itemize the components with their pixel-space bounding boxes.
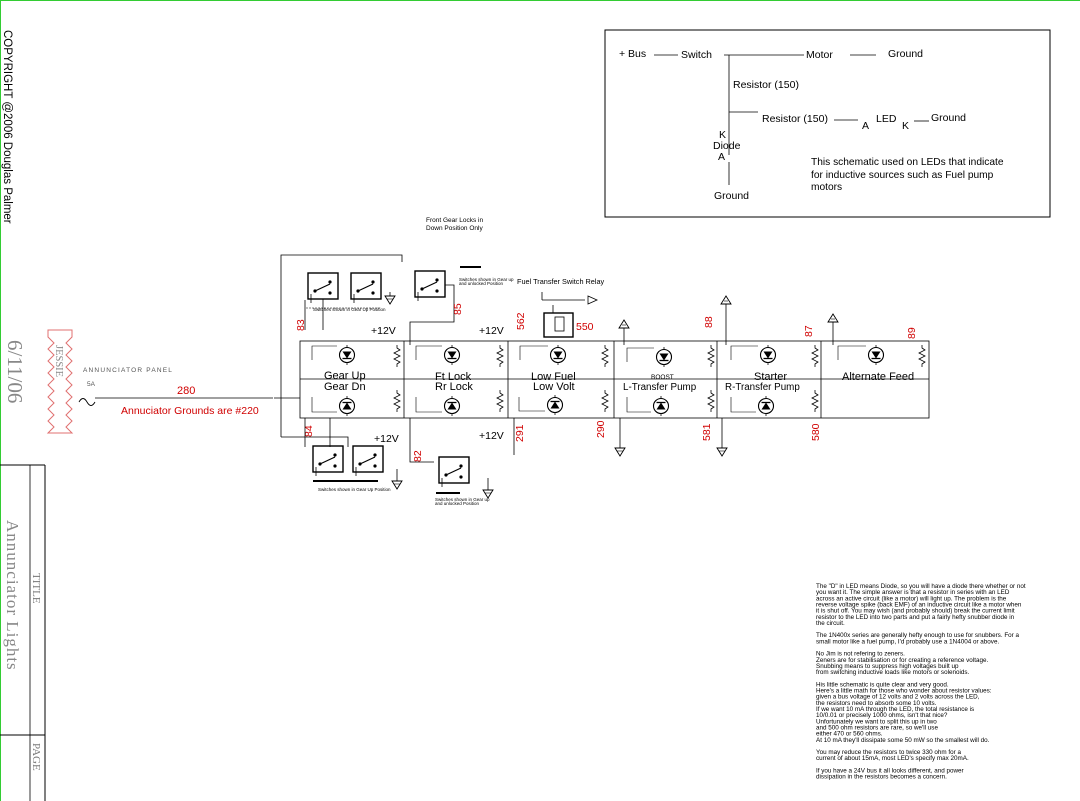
notes-line: Unfortunately we want to split this up in two: [816, 718, 937, 726]
title-block: [0, 465, 45, 801]
lamp-label-gear-dn: Gear Dn: [324, 381, 366, 393]
legend-resistor1: Resistor (150): [733, 79, 799, 91]
volt-label-3: +12V: [374, 433, 399, 445]
legend-diode-a: A: [718, 151, 726, 163]
wire-87: 87: [803, 325, 815, 337]
rr-lock-switch: [439, 457, 469, 487]
panel-sub: 5A: [87, 381, 95, 388]
gear-up-switch-b: [351, 273, 381, 303]
legend-note-1: This schematic used on LEDs that indicate: [811, 157, 1004, 168]
ground-wire-label: 280: [177, 385, 196, 397]
copyright-text: COPYRIGHT @2006 Douglas Palmer: [1, 30, 13, 224]
lamp-starter: [731, 345, 818, 383]
wire-88: 88: [703, 316, 715, 328]
legend-diode: Diode: [713, 140, 741, 152]
volt-label-1: +12V: [371, 325, 396, 337]
wire-82: 82: [412, 450, 424, 462]
wire-85: 85: [452, 303, 464, 315]
legend-note-2: for inductive sources such as Fuel pump: [811, 170, 994, 181]
lamp-label-gear-up: Gear Up: [324, 370, 366, 382]
switch-caption-top-mid-2: and unlocked Position: [459, 281, 504, 286]
notes-line: small motor like a fuel pump, I'd probably use a 1N4004 or above.: [816, 638, 1000, 646]
notes-line: dissipation in the resistors becomes a concern.: [816, 773, 947, 781]
lamp-r-transfer-pump: [725, 382, 818, 416]
lamp-label-r-transfer-pump: R-Transfer Pump: [725, 382, 800, 393]
wire-580: 580: [810, 423, 822, 441]
notes-line: given a bus voltage of 12 volts and 2 volts across the LED,: [816, 693, 980, 701]
notes-line: The 1N400x series are generally hefty enough to use for snubbers. For a: [816, 632, 1020, 640]
legend-box: [605, 30, 1050, 217]
ground-icon: [385, 296, 395, 304]
lamp-label-l-transfer-pump: L-Transfer Pump: [623, 382, 697, 393]
wire-84: 84: [303, 425, 315, 437]
gear-up-switch-a: [308, 273, 338, 303]
notes-line: His little schematic is quite clear and very good.: [816, 681, 949, 689]
wire-581: 581: [701, 423, 713, 441]
lamp-alternate-feed: [838, 345, 925, 383]
lamp-rr-lock: [416, 381, 503, 416]
ft-lock-switch: [415, 271, 445, 301]
notes-line: You may reduce the resistors to twice 330 ohm for a: [816, 749, 962, 757]
legend-anode: A: [862, 120, 870, 132]
lamp-low-volt: [519, 381, 608, 415]
lamp-label-starter: Starter: [754, 371, 788, 383]
initials-tag: [48, 330, 72, 433]
lamp-label-rr-lock: Rr Lock: [435, 381, 473, 393]
legend-bus: + Bus: [619, 48, 647, 60]
relay-label: Fuel Transfer Switch Relay: [517, 277, 605, 286]
notes-line: either 470 or 560 ohms.: [816, 730, 883, 738]
wire-291: 291: [514, 424, 526, 442]
page-block-label: PAGE: [30, 743, 42, 771]
notes-line: No Jim is not refering to zeners.: [816, 650, 905, 658]
lamp-l-transfer-pump: [623, 382, 714, 416]
switch-caption-top-mid-1: Switches shown in Gear up: [459, 277, 514, 282]
switch-caption-bot-left: Switches shown in Gear Up Position: [318, 487, 391, 492]
lamp-label-low-volt: Low Volt: [533, 381, 575, 393]
lamp-label-alternate-feed: Alternate Feed: [842, 371, 915, 383]
gear-dn-switch-a: [313, 446, 343, 476]
lamp-boost: [627, 345, 714, 381]
lamp-gear-dn: [312, 381, 400, 416]
lamp-low-fuel: [520, 345, 608, 383]
notes-line: Snubbing means to suppress high voltages built up: [816, 662, 959, 670]
ground-icon: [828, 314, 838, 322]
notes-line: Here's a little math for those who wonder about resistor values:: [816, 687, 992, 695]
lamp-label-ft-lock: Ft Lock: [435, 371, 472, 383]
legend-switch: Switch: [681, 49, 712, 61]
legend-ground3: Ground: [714, 190, 750, 202]
volt-label-4: +12V: [479, 430, 504, 442]
notes-line: 10/0.01 or precisely 1000 ohms, isn't that nice?: [816, 712, 948, 720]
legend-resistor2: Resistor (150): [762, 113, 828, 125]
lamp-label-low-fuel: Low Fuel: [531, 371, 576, 383]
ground-icon: [615, 448, 625, 456]
panel-title: ANNUNCIATOR PANEL: [83, 367, 174, 374]
initials-text: JESSIE: [53, 345, 64, 378]
lamp-ft-lock: [416, 345, 503, 383]
title-block-value: Annunciator Lights: [3, 520, 22, 671]
switch-caption-bot-mid-2: and unlocked Position: [435, 501, 480, 506]
connector-symbol: [79, 399, 95, 406]
grounds-note: Annuciator Grounds are #220: [121, 405, 259, 417]
legend-diode-k: K: [719, 129, 727, 141]
switch-caption-bot-mid-1: Switches shown in Gear up: [435, 497, 490, 502]
gear-dn-switch-b: [353, 446, 383, 476]
notes-line: current of about 15mA, most LED's specify max 20mA.: [816, 755, 969, 763]
wire-83: 83: [295, 319, 307, 331]
wire-562: 562: [515, 312, 527, 330]
legend-motor: Motor: [806, 49, 833, 61]
notes-line: The "D" in LED means Diode, so you will have a diode there whether or not: [816, 583, 1026, 590]
notes-line: If we want 10 mA through the LED, the total resistance is: [816, 706, 975, 713]
wire-290: 290: [595, 420, 607, 438]
lamp-label-boost: BOOST: [651, 374, 674, 381]
legend-note-3: motors: [811, 182, 843, 193]
notes-line: and 500 ohm resistors are rare, so we'll use: [816, 724, 938, 732]
date-text: 6/11/06: [3, 340, 27, 404]
lamp-gear-up: [312, 345, 400, 382]
ground-icon: [717, 448, 727, 456]
notes-line: the circuit.: [816, 619, 845, 627]
notes-line: reverse voltage spike (back EMF) of an inductive circuit like a motor when: [816, 601, 1022, 609]
legend-ground1: Ground: [888, 48, 924, 60]
notes-line: you want it. The simple answer is that a resistor in series with an LED: [816, 589, 1010, 597]
notes-line: the resistors need to absorb some 10 volts.: [816, 699, 937, 707]
ground-icon: [721, 296, 731, 304]
notes-line: Zeners are for stabilisation or for creating a reference voltage.: [816, 656, 989, 664]
ground-icon: [619, 320, 629, 328]
notes-line: resistor to the LED into two parts and put a fairly hefty snubber diode in: [816, 613, 1015, 621]
legend-ground2: Ground: [931, 112, 967, 124]
notes-line: from switching inductive loads like motors or solenoids.: [816, 669, 970, 677]
front-gear-note-1: Front Gear Locks in: [426, 217, 484, 224]
notes-paragraph: [816, 583, 1026, 781]
title-block-label: TITLE: [30, 573, 42, 604]
legend-led: LED: [876, 113, 897, 125]
notes-line: At 10 mA they'll dissipate some 50 mW so the smallest will do.: [816, 736, 990, 744]
switch-caption-top-left: Switches shown in Gear Up Position: [313, 307, 386, 312]
notes-line: If you have a 24V bus it all looks different, and power: [816, 767, 964, 775]
wire-89: 89: [906, 327, 918, 339]
volt-label-2: +12V: [479, 325, 504, 337]
notes-line: it is shut off. You may wish (and probably should) break the current limit: [816, 607, 1015, 615]
ground-icon: [392, 481, 402, 489]
front-gear-note-2: Down Position Only: [426, 225, 483, 232]
notes-line: across an active circuit (like a motor) will light up. The problem is the: [816, 595, 1007, 603]
legend-cathode: K: [902, 120, 910, 132]
wire-550: 550: [576, 321, 594, 333]
